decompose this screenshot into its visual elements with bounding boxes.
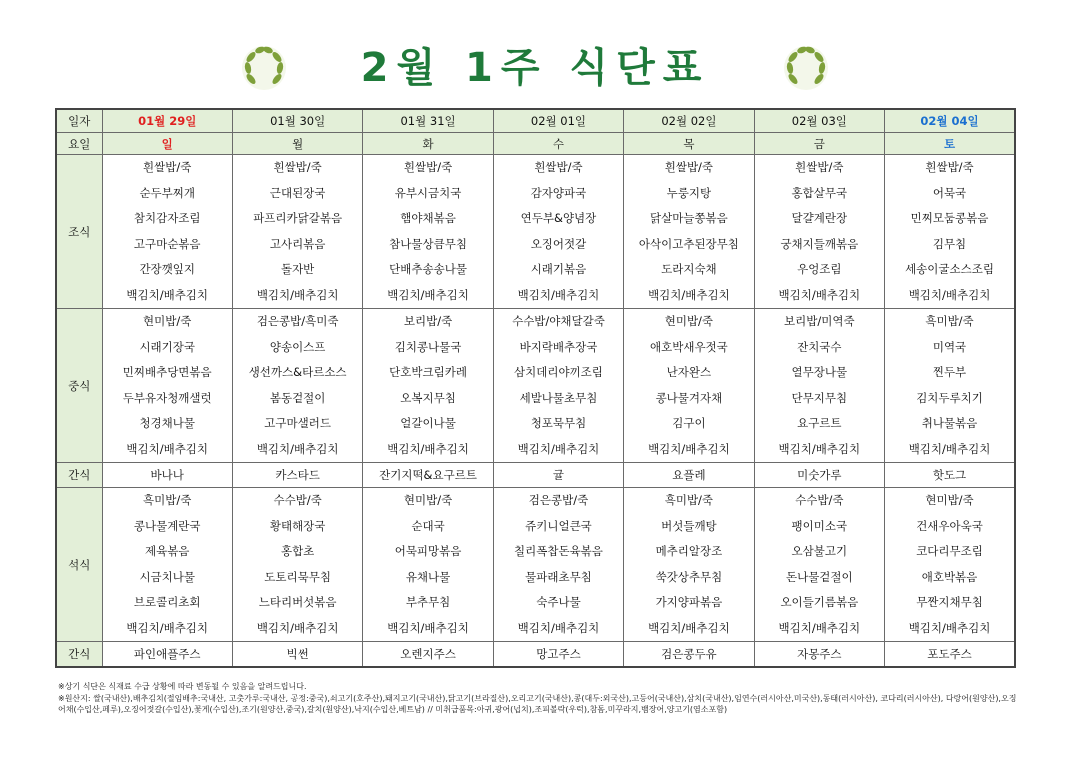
menu-item: 김구이 — [672, 416, 706, 430]
weekday-cell: 목 — [624, 133, 754, 155]
menu-item: 무짠지채무침 — [916, 595, 983, 609]
snack1-label: 간식 — [56, 463, 102, 488]
menu-item: 세송이굴소스조림 — [905, 262, 994, 276]
menu-item: 두부유자청깨샐럿 — [122, 390, 212, 405]
weekday-cell: 수 — [493, 133, 623, 155]
menu-item: 팽이미소국 — [791, 518, 848, 533]
lunch-cell — [102, 309, 232, 463]
breakfast-cell — [102, 155, 232, 309]
menu-item: 버섯들깨탕 — [661, 518, 717, 533]
menu-item: 세발나물초무침 — [519, 390, 598, 405]
menu-item: 아삭이고추된장무침 — [638, 236, 739, 251]
menu-item: 오복지무침 — [400, 390, 456, 405]
menu-item: 황태해장국 — [269, 518, 326, 533]
menu-item: 숙주나물 — [536, 595, 581, 609]
menu-item: 오삼불고기 — [791, 544, 848, 558]
dinner-cell — [493, 488, 623, 642]
menu-item: 백김치/배추김치 — [778, 441, 861, 456]
breakfast-cell — [885, 155, 1015, 309]
lunch-row — [56, 309, 1015, 463]
menu-item: 쥬키니얼큰국 — [525, 518, 592, 533]
date-cell: 02월 04일 — [885, 109, 1015, 133]
menu-item: 김치두루치기 — [916, 390, 983, 405]
snack2-cell: 포도주스 — [885, 642, 1015, 668]
menu-item: 열무장나물 — [791, 365, 848, 379]
menu-item: 돌자반 — [280, 262, 315, 276]
menu-item: 오이들기름볶음 — [780, 595, 859, 609]
menu-item: 검은콩밥/죽 — [528, 493, 589, 507]
menu-item: 백김치/배추김치 — [517, 441, 600, 456]
snack2-label: 간식 — [56, 642, 102, 668]
date-cell: 01월 30일 — [232, 109, 362, 133]
lunch-cell — [624, 309, 754, 463]
dinner-row — [56, 488, 1015, 642]
date-cell: 01월 31일 — [363, 109, 493, 133]
dinner-cell — [102, 488, 232, 642]
date-label: 일자 — [56, 109, 102, 133]
menu-item: 백김치/배추김치 — [256, 620, 339, 635]
menu-item: 흑미밥/죽 — [664, 493, 714, 507]
snack1-cell: 카스타드 — [232, 463, 362, 488]
menu-item: 쑥갓상추무침 — [655, 569, 723, 584]
menu-item: 홍합살무국 — [791, 185, 848, 200]
weekday-row — [56, 133, 1015, 155]
menu-item: 달걀계란장 — [791, 211, 848, 225]
menu-item: 우엉조림 — [797, 262, 842, 276]
lunch-label: 중식 — [56, 309, 102, 463]
menu-item: 홍합초 — [280, 544, 315, 558]
menu-item: 메추리알장조 — [655, 544, 723, 558]
menu-item: 백김치/배추김치 — [648, 287, 730, 302]
menu-item: 유채나물 — [405, 569, 451, 584]
lunch-cell — [754, 309, 884, 463]
menu-item: 참치감자조림 — [133, 211, 201, 225]
snack2-cell: 오렌지주스 — [363, 642, 493, 668]
menu-item: 어묵피망볶음 — [394, 544, 462, 558]
menu-item: 돈나물겉절이 — [785, 569, 853, 584]
menu-item: 건새우아욱국 — [916, 518, 983, 533]
menu-item: 애호박볶음 — [921, 569, 978, 584]
menu-item: 흰쌀밥/죽 — [925, 160, 974, 174]
menu-item: 흰쌀밥/죽 — [273, 160, 322, 174]
menu-item: 김치콩나물국 — [394, 339, 462, 354]
menu-item: 오징어젓갈 — [530, 236, 587, 251]
menu-item: 백김치/배추김치 — [126, 441, 209, 456]
date-cell: 02월 01일 — [493, 109, 623, 133]
menu-item: 흰쌀밥/죽 — [664, 160, 714, 174]
menu-item: 양송이스프 — [269, 339, 326, 354]
meal-table — [55, 108, 1016, 668]
menu-item: 햄야채볶음 — [400, 211, 456, 225]
menu-item: 봄동겉절이 — [269, 390, 326, 405]
page-title: 2월 1주 식단표 — [360, 45, 710, 91]
menu-item: 바지락배추장국 — [519, 339, 598, 354]
menu-item: 유부시금치국 — [394, 185, 462, 200]
menu-item: 가지양파볶음 — [655, 595, 723, 609]
menu-item: 흰쌀밥/죽 — [143, 160, 192, 174]
menu-item: 도토리묵무침 — [264, 569, 331, 584]
snack2-cell: 검은콩두유 — [624, 642, 754, 668]
menu-item: 백김치/배추김치 — [778, 287, 861, 302]
menu-item: 현미밥/죽 — [403, 493, 453, 507]
menu-item: 도라지숙채 — [661, 262, 717, 276]
menu-item: 흰쌀밥/죽 — [403, 160, 453, 174]
menu-item: 단배추송송나물 — [389, 262, 467, 276]
menu-item: 느타리버섯볶음 — [258, 595, 337, 609]
dinner-cell — [754, 488, 884, 642]
menu-item: 간장깻잎지 — [139, 262, 195, 276]
menu-item: 현미밥/죽 — [143, 314, 192, 328]
menu-item: 잔치국수 — [797, 339, 842, 354]
lunch-cell — [885, 309, 1015, 463]
date-cell: 02월 02일 — [624, 109, 754, 133]
menu-item: 칠리폭찹돈육볶음 — [514, 544, 603, 558]
snack1-cell: 핫도그 — [885, 463, 1015, 488]
breakfast-cell — [493, 155, 623, 309]
menu-item: 백김치/배추김치 — [387, 441, 469, 456]
menu-item: 흑미밥/죽 — [143, 493, 192, 507]
menu-item: 순두부찌개 — [139, 185, 195, 200]
menu-item: 백김치/배추김치 — [778, 620, 861, 635]
header — [0, 38, 1070, 98]
menu-item: 민찌배추당면볶음 — [122, 365, 212, 379]
note-change: ※상기 식단은 식재료 수급 상황에 따라 변동될 수 있음을 알려드립니다. — [58, 682, 307, 691]
menu-item: 흑미밥/죽 — [925, 314, 974, 328]
menu-item: 감자양파국 — [530, 185, 587, 200]
breakfast-cell — [232, 155, 362, 309]
menu-item: 백김치/배추김치 — [126, 620, 209, 635]
menu-item: 백김치/배추김치 — [908, 287, 991, 302]
menu-item: 애호박새우젓국 — [650, 339, 728, 354]
menu-item: 백김치/배추김치 — [908, 441, 991, 456]
menu-item: 민찌모둠콩볶음 — [910, 211, 989, 225]
dinner-label: 석식 — [56, 488, 102, 642]
dinner-cell — [885, 488, 1015, 642]
menu-item: 백김치/배추김치 — [517, 620, 600, 635]
weekday-cell: 화 — [363, 133, 493, 155]
snack1-cell: 바나나 — [102, 463, 232, 488]
menu-item: 백김치/배추김치 — [256, 287, 339, 302]
menu-item: 백김치/배추김치 — [908, 620, 991, 635]
date-cell: 01월 29일 — [102, 109, 232, 133]
snack1-cell: 요플레 — [624, 463, 754, 488]
breakfast-cell — [754, 155, 884, 309]
lunch-cell — [232, 309, 362, 463]
snack2-cell: 망고주스 — [493, 642, 623, 668]
wreath-logo-icon — [782, 44, 830, 92]
menu-item: 궁채지들깨볶음 — [780, 236, 859, 251]
menu-item: 닭살마늘쫑볶음 — [650, 211, 728, 225]
menu-item: 미역국 — [932, 339, 967, 354]
menu-item: 백김치/배추김치 — [648, 441, 730, 456]
menu-item: 연두부&양념장 — [520, 211, 597, 225]
menu-item: 고구마샐러드 — [264, 416, 331, 430]
weekday-cell: 금 — [754, 133, 884, 155]
snack1-cell: 잔기지떡&요구르트 — [363, 463, 493, 488]
snack2-cell: 파인애플주스 — [102, 642, 232, 668]
menu-item: 콩나물계란국 — [133, 518, 201, 533]
menu-item: 수수밥/죽 — [273, 493, 322, 507]
breakfast-cell — [624, 155, 754, 309]
menu-item: 근대된장국 — [269, 185, 326, 200]
breakfast-row — [56, 155, 1015, 309]
weekday-cell: 월 — [232, 133, 362, 155]
menu-item: 청포묵무침 — [530, 416, 587, 430]
weekday-label: 요일 — [56, 133, 102, 155]
menu-item: 제육볶음 — [144, 544, 190, 558]
menu-item: 참나물상큼무침 — [389, 236, 467, 251]
menu-item: 삼치데리야끼조림 — [514, 365, 603, 379]
menu-item: 취나물볶음 — [921, 416, 978, 430]
menu-item: 단무지무침 — [791, 390, 848, 405]
weekday-cell: 일 — [102, 133, 232, 155]
note-origin: ※원산지: 쌀(국내산),배추김치(절임배추:국내산, 고춧가루:국내산, 공정:중국),쇠고기(호주산),돼지고기(국내산),닭고기(브라질산),오리고기(국내산),콩(대두:외국산),고등어(국내산),삼치(국내산),임연수(러시아산,미국산),동태(러시아산), 코다리(러시아산), 다랑어(원양산),오징어채(수입산,페루),오징어젓갈(수입산),꽃게(수입산),조기(원양산,중국),갈치(원양산),낙지(수입산,베트남) // 미취급품목:아귀,광어(넙치),조피볼락(우럭),참돔,미꾸라지,뱀장어,양고기(염소포함) — [58, 693, 1017, 714]
menu-item: 수수밥/야채달갈죽 — [512, 314, 605, 328]
lunch-cell — [493, 309, 623, 463]
date-cell: 02월 03일 — [754, 109, 884, 133]
menu-item: 현미밥/죽 — [925, 493, 974, 507]
menu-item: 흰쌀밥/죽 — [795, 160, 844, 174]
menu-item: 시금치나물 — [139, 569, 195, 584]
menu-item: 코다리무조림 — [916, 544, 983, 558]
menu-item: 백김치/배추김치 — [517, 287, 600, 302]
menu-item: 부추무침 — [405, 595, 451, 609]
menu-item: 순대국 — [411, 518, 445, 533]
menu-item: 찐두부 — [932, 365, 967, 379]
weekday-cell: 토 — [885, 133, 1015, 155]
menu-item: 검은콩밥/흑미죽 — [256, 314, 339, 328]
date-row — [56, 109, 1015, 133]
menu-item: 얼갈이나물 — [400, 416, 456, 430]
breakfast-cell — [363, 155, 493, 309]
menu-item: 누룽지탕 — [666, 185, 712, 200]
breakfast-label: 조식 — [56, 155, 102, 309]
menu-item: 백김치/배추김치 — [256, 441, 339, 456]
menu-item: 백김치/배추김치 — [387, 287, 469, 302]
menu-item: 고구마순볶음 — [133, 236, 201, 251]
menu-item: 백김치/배추김치 — [387, 620, 469, 635]
notes — [58, 681, 1018, 716]
menu-item: 시래기장국 — [139, 339, 195, 354]
menu-item: 백김치/배추김치 — [648, 620, 730, 635]
menu-item: 파프리카닭갈볶음 — [253, 211, 343, 225]
snack2-row — [56, 642, 1015, 668]
dinner-cell — [232, 488, 362, 642]
menu-item: 청경채나물 — [139, 416, 195, 430]
dinner-cell — [363, 488, 493, 642]
menu-item: 시래기볶음 — [530, 262, 587, 276]
snack1-row — [56, 463, 1015, 488]
menu-item: 브로콜리초회 — [133, 595, 201, 609]
menu-item: 어묵국 — [932, 185, 967, 200]
menu-item: 수수밥/죽 — [795, 493, 844, 507]
menu-item: 백김치/배추김치 — [126, 287, 209, 302]
menu-item: 난자완스 — [666, 365, 712, 379]
menu-item: 김무침 — [932, 236, 967, 251]
dinner-cell — [624, 488, 754, 642]
snack2-cell: 자몽주스 — [754, 642, 884, 668]
menu-item: 콩나물겨자채 — [655, 390, 723, 405]
lunch-cell — [363, 309, 493, 463]
menu-item: 단호박크림카레 — [389, 365, 467, 379]
menu-item: 보리밥/죽 — [403, 314, 453, 328]
menu-item: 고사리볶음 — [269, 236, 326, 251]
menu-item: 물파래초무침 — [525, 569, 592, 584]
snack2-cell: 빅썬 — [232, 642, 362, 668]
snack1-cell: 미숫가루 — [754, 463, 884, 488]
menu-item: 현미밥/죽 — [664, 314, 714, 328]
menu-item: 생선까스&타르소스 — [248, 365, 347, 379]
menu-item: 보리밥/미역죽 — [784, 314, 855, 328]
logo-right — [782, 44, 830, 92]
menu-item: 흰쌀밥/죽 — [534, 160, 583, 174]
snack1-cell: 귤 — [493, 463, 623, 488]
menu-item: 요구르트 — [797, 416, 842, 430]
